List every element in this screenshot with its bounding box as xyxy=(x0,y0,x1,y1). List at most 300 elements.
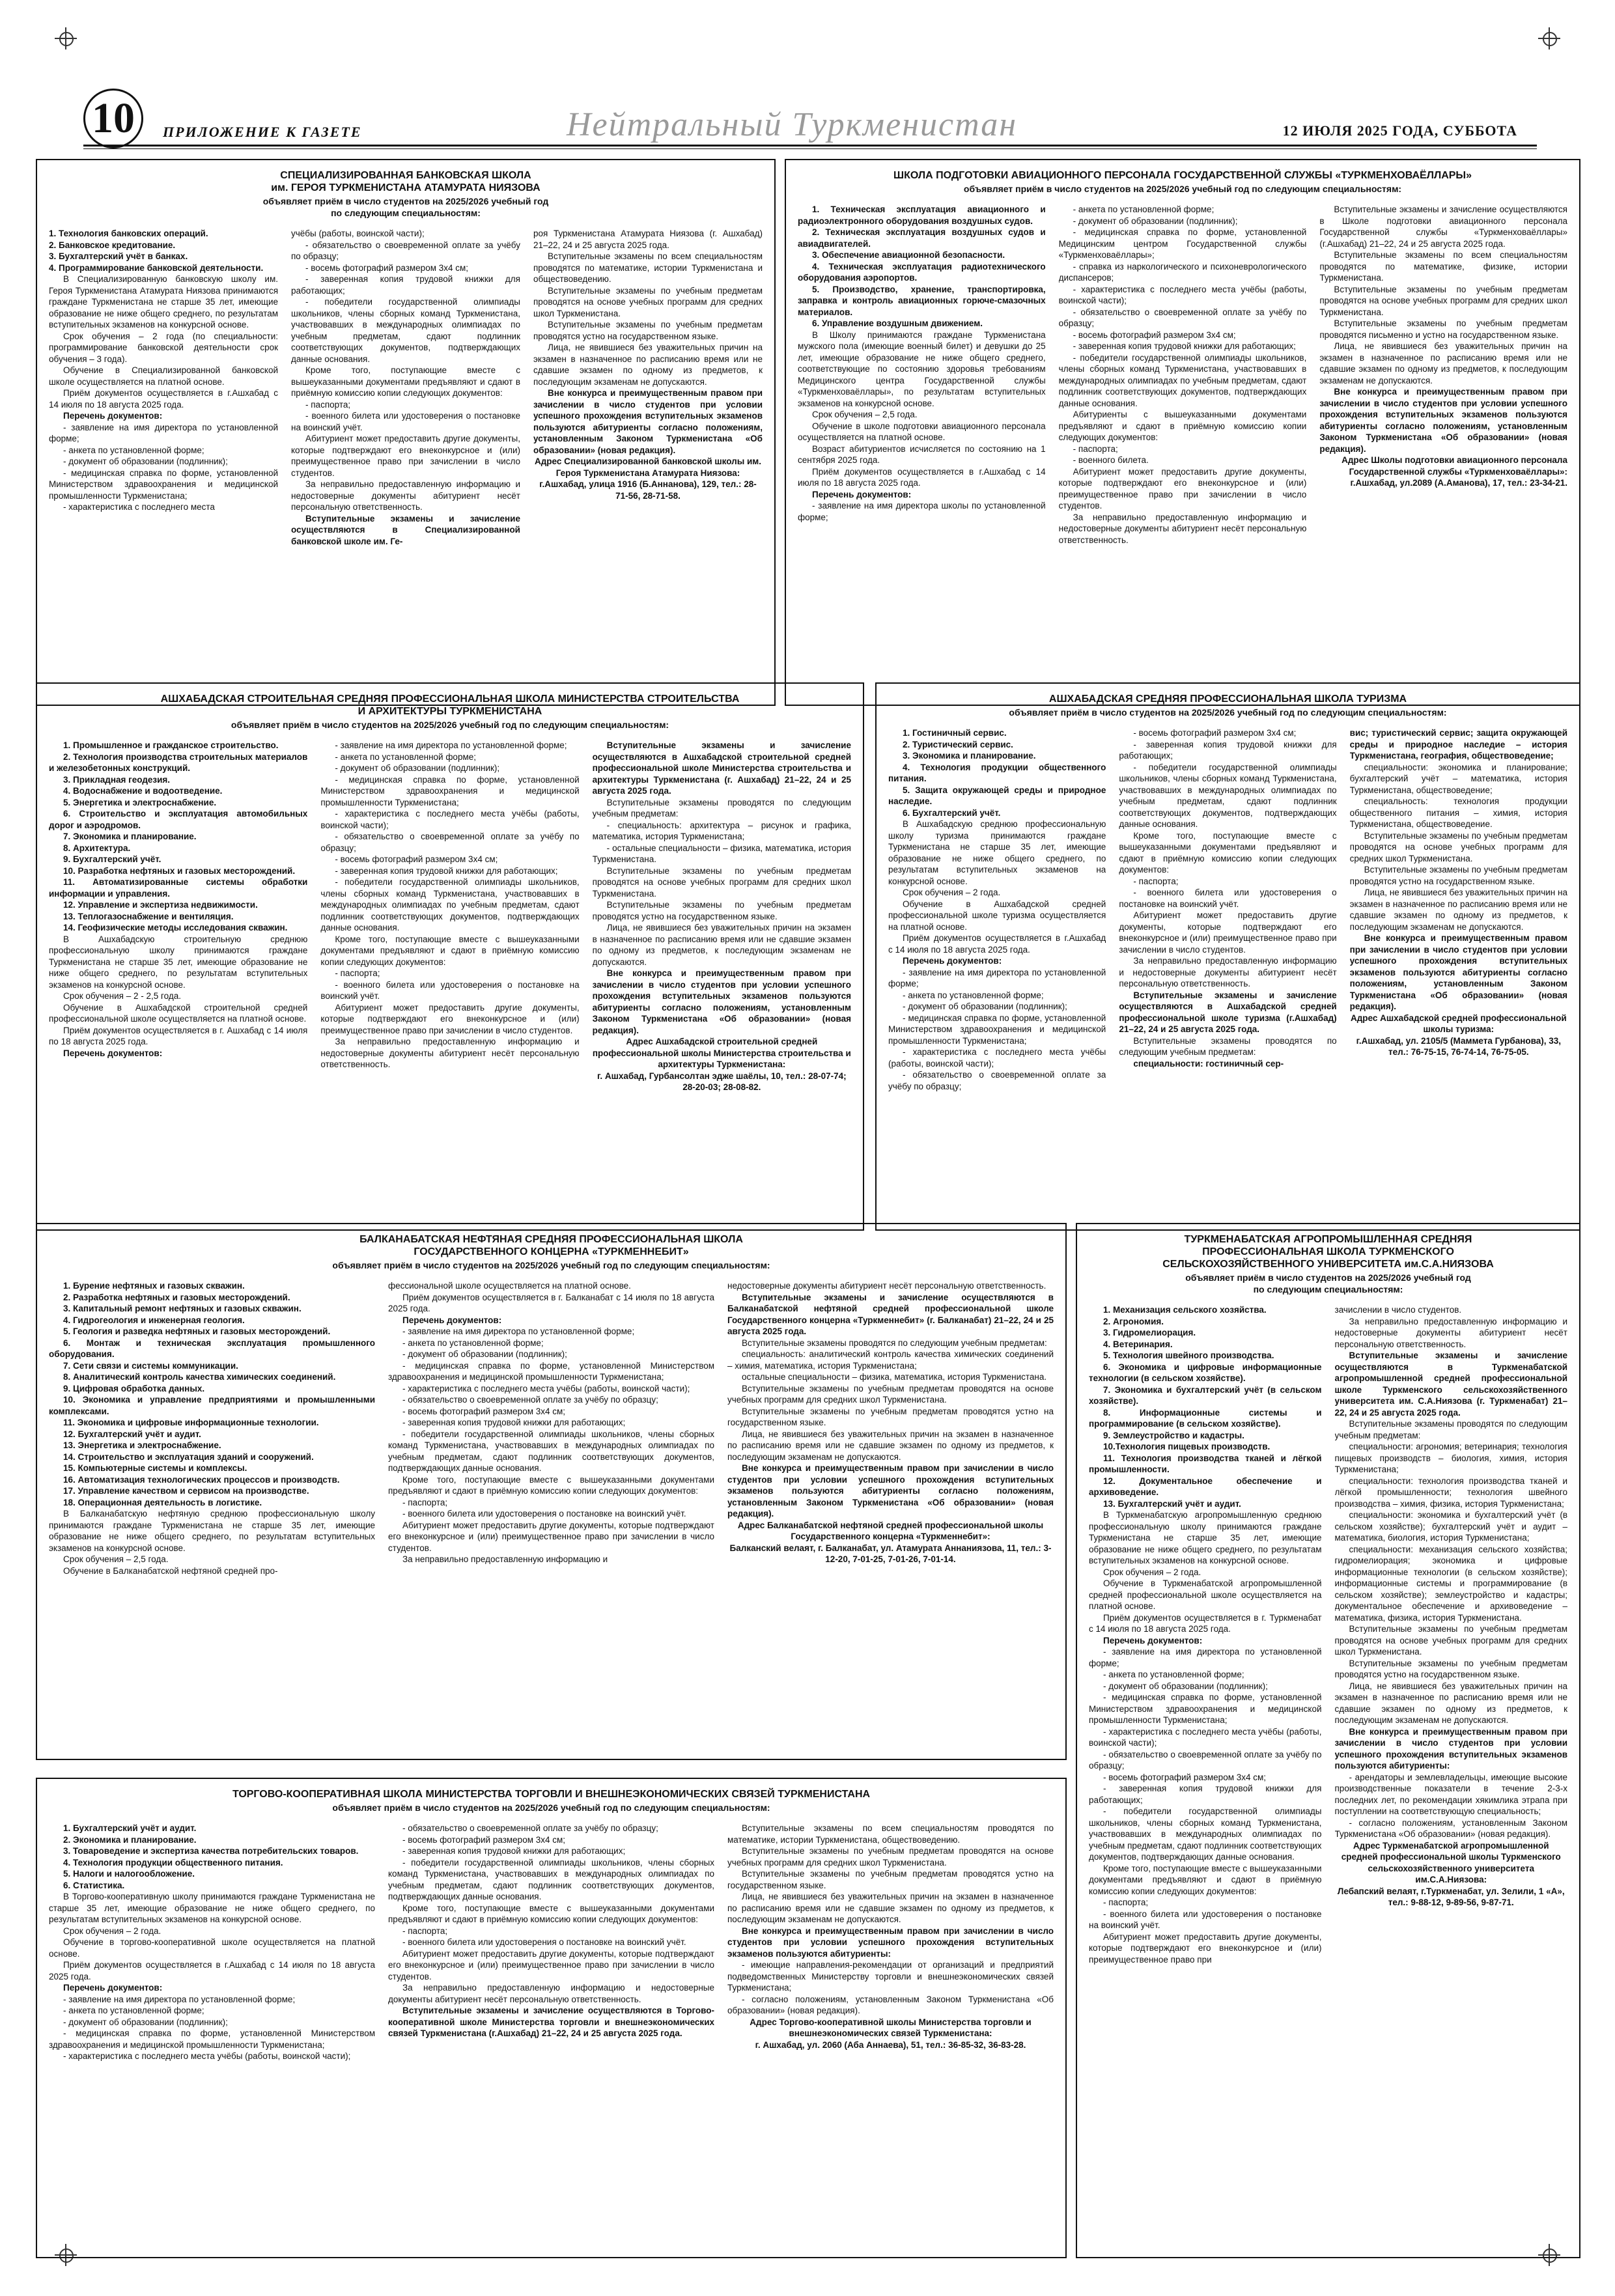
ad-column xyxy=(388,1823,714,2226)
ad-paragraph: - анкета по установленной форме; xyxy=(335,751,476,762)
ad-paragraph: Абитуриент может предоставить другие документы, которые подтверждают его внеконкурсное и (или) преимущественное право при зачислении в число студентов. xyxy=(320,1002,580,1035)
ad-address: Адрес Школы подготовки авиационного персонала Государственной службы «Туркменховаёллары»: г.Ашхабад, ул.2089 (А.Аманова), 17, тел.: 23-34-21. xyxy=(1341,455,1567,488)
ad-paragraph: 14. Строительство и эксплуатация зданий и сооружений. xyxy=(63,1451,314,1462)
ad-paragraph: Вступительные экзамены по учебным предметам проводятся на основе учебных программ для средних школ Туркменистана. xyxy=(727,1383,1054,1405)
ad-paragraph: - специальность: архитектура – рисунок и графика, математика, история Туркменистана; xyxy=(592,820,851,841)
ad-paragraph: Вступительные экзамены по учебным предметам проводятся на основе учебных программ для средних школ Туркменистана. xyxy=(1334,1624,1567,1657)
ad-paragraph: 11. Автоматизированные системы обработки информации и управления. xyxy=(49,877,308,899)
ad-address: Адрес Ашхабадской средней профессиональной школы туризма: xyxy=(1350,1013,1567,1034)
ad-paragraph: 3. Обеспечение авиационной безопасности. xyxy=(812,250,1005,260)
ad-paragraph: - документ об образовании (подлинник); xyxy=(1073,216,1238,226)
ad-paragraph: Обучение в Ашхабадской средней профессиональной школе туризма осуществляется на платной основе. xyxy=(888,899,1106,932)
ad-paragraph: 11. Экономика и цифровые информационные технологии. xyxy=(63,1418,319,1427)
ad-paragraph: Срок обучения – 2 года. xyxy=(1103,1567,1201,1577)
ad-column xyxy=(533,228,763,698)
ad-columns xyxy=(888,727,1567,1199)
ad-subtitle: объявляет приём в число студентов на 2025/2026 учебный год по следующим специальностям: xyxy=(1009,707,1447,718)
ad-paragraph: Вне конкурса и преимущественным правом при зачислении в число студентов при условии успешного прохождения вступительных экзаменов пользуются абитуриенты: xyxy=(727,1925,1054,1959)
ad-paragraph: - имеющие направления-рекомендации от организаций и предприятий подведомственных Министерству торговли и внешнеэкономических связей Туркменистана; xyxy=(727,1960,1054,1993)
ad-paragraph: - военного билета. xyxy=(1073,455,1149,465)
ad-paragraph: Вступительные экзамены по учебным предметам проводятся письменно и устно на государственном языке. xyxy=(1319,318,1567,340)
ad-paragraph: Обучение в торгово-кооперативной школе осуществляется на платной основе. xyxy=(49,1937,375,1959)
ad-paragraph: - восемь фотографий размером 3х4 см; xyxy=(335,854,498,864)
ad-paragraph: В Ашхабадскую среднюю профессиональную школу туризма принимаются граждане Туркменистана не старше 35 лет, имеющие образование не ниже общего среднего, по результатам вступительных экзаменов на конкурсной основе. xyxy=(888,819,1106,886)
ad-contacts: г. Ашхабад, ул. 2060 (Аба Аннаева), 51, тел.: 36-85-32, 36-83-28. xyxy=(755,2039,1026,2050)
ad-paragraph: Кроме того, поступающие вместе с вышеуказанными документами предъявляют и сдают в приёмную комиссию копии следующих документов: xyxy=(1119,830,1337,875)
ad-paragraph: - медицинская справка по форме, установленной Министерством здравоохранения и медицинской промышленности Туркменистана; xyxy=(388,1360,714,1382)
ad-paragraph: - характеристика с последнего места учёбы (работы, воинской части); xyxy=(63,2051,351,2061)
ad-paragraph: 7. Экономика и планирование. xyxy=(63,832,197,841)
ad-paragraph: Абитуриент может предоставить другие документы, которые подтверждают его внеконкурсное и (или) преимущественное право при зачислении в число студентов. xyxy=(388,1948,714,1981)
ad-tourism-school xyxy=(875,682,1580,1231)
ad-paragraph: 15. Компьютерные системы и комплексы. xyxy=(63,1463,247,1473)
ad-title: ТОРГОВО-КООПЕРАТИВНАЯ ШКОЛА МИНИСТЕРСТВА ТОРГОВЛИ И ВНЕШНЕЭКОНОМИЧЕСКИХ СВЯЗЕЙ ТУРКМЕНИСТАНА xyxy=(232,1789,871,1800)
newspaper-title: Нейтральный Туркменистан xyxy=(567,106,1018,143)
ad-paragraph: 4. Водоснабжение и водоотведение. xyxy=(63,786,223,796)
ad-paragraph: 2. Туристический сервис. xyxy=(903,739,1013,749)
ad-column xyxy=(388,1280,714,1741)
ad-paragraph: - медицинская справка по форме, установленной Медицинским центром Государственной службы «Туркменховаёллары»; xyxy=(1058,227,1307,260)
ad-paragraph: Вступительные экзамены и зачисление осуществляются в Балканабатской нефтяной средней профессиональной школе Государственного концерна «Туркменнебит» (г. Балканабат) 21–22, 24 и 25 августа 2025 года. xyxy=(727,1292,1054,1336)
ad-paragraph: - военного билета или удостоверения о постановке на воинский учёт. xyxy=(320,979,580,1001)
ad-column xyxy=(49,1280,375,1741)
ad-construction-school xyxy=(36,682,864,1231)
ad-paragraph: 18. Операционная деятельность в логистике. xyxy=(63,1497,262,1507)
ad-subtitle: объявляет приём в число студентов на 2025/2026 учебный год по следующим специальностям: xyxy=(1185,1272,1471,1295)
ad-column xyxy=(49,228,278,698)
ad-paragraph: Вступительные экзамены и зачисление осуществляются в Специализированной банковской школе им. Ге- xyxy=(291,513,520,546)
ad-paragraph: Кроме того, поступающие вместе с вышеуказанными документами предъявляют и сдают в приёмную комиссию копии следующих документов: xyxy=(388,1903,714,1924)
ad-paragraph: Перечень документов: xyxy=(63,1983,163,1993)
ad-paragraph: 10. Экономика и управление предприятиями и промышленными комплексами. xyxy=(49,1395,375,1416)
ad-paragraph: - заявление на имя директора по установленной форме; xyxy=(402,1326,635,1336)
ad-contacts: Балканский велаят, г. Балканабат, ул. Атамурата Аннаниязова, 11, тел.: 3-12-20, 7-01-25, 7-01-26, 7-01-14. xyxy=(729,1543,1052,1564)
ad-subtitle: объявляет приём в число студентов на 2025/2026 учебный год по следующим специальностям: xyxy=(262,196,549,218)
ad-paragraph: 4. Ветеринария. xyxy=(1103,1339,1173,1349)
ad-paragraph: - победители государственной олимпиады школьников, члены сборных команд Туркменистана, участвовавших в международных олимпиадах по учебным предметам, сдают подлинник соответствующих документов, подтверждающих данные основания. xyxy=(320,877,580,932)
ad-subtitle: объявляет приём в число студентов на 2025/2026 учебный год по следующим специальностям: xyxy=(332,1260,770,1270)
ad-title: И АРХИТЕКТУРЫ ТУРКМЕНИСТАНА xyxy=(358,706,542,717)
ad-paragraph: специальности: агрономия; ветеринария; технология пищевых производств – биология, химия, история Туркменистана; xyxy=(1334,1442,1567,1474)
ad-paragraph: Вступительные экзамены по всем специальностям проводятся по математике, физике, истории Туркменистана. xyxy=(1319,250,1567,283)
ad-column xyxy=(727,1280,1054,1741)
page-number: 10 xyxy=(83,89,143,148)
ad-paragraph: - заявление на имя директора по установленной форме; xyxy=(63,1994,296,2004)
ad-paragraph: 3. Бухгалтерский учёт в банках. xyxy=(49,251,188,261)
ad-paragraph: Кроме того, поступающие вместе с вышеуказанными документами предъявляют и сдают в приёмную комиссию копии следующих документов: xyxy=(320,934,580,967)
ad-paragraph: В Школу принимаются граждане Туркменистана мужского пола (имеющие военный билет) и девушки до 25 лет, имеющие образование не ниже общего среднего, соответствующие по состоянию здоровья требованиям Медицинского центра Государственной службы «Туркменховаёллары», по результатам вступительных экзаменов на конкурсной основе. xyxy=(798,329,1046,408)
ad-paragraph: 17. Управление качеством и сервисом на производстве. xyxy=(63,1486,309,1496)
ad-paragraph: 4. Гидрогеология и инженерная геология. xyxy=(63,1315,245,1325)
ad-title: им. ГЕРОЯ ТУРКМЕНИСТАНА АТАМУРАТА НИЯЗОВА xyxy=(271,182,541,193)
ad-paragraph: специальности: гостиничный сер- xyxy=(1133,1058,1284,1069)
ad-paragraph: 2. Агрономия. xyxy=(1103,1316,1164,1326)
ad-paragraph: Вступительные экзамены по учебным предметам проводятся на основе учебных программ для средних школ Туркменистана. xyxy=(1319,284,1567,317)
ad-paragraph: 6. Строительство и эксплуатация автомобильных дорог и аэродромов. xyxy=(49,809,308,830)
ad-paragraph: В Специализированную банковскую школу им. Героя Туркменистана Атамурата Ниязова принимаются граждане Туркменистана не старше 35 лет, имеющие образование не ниже общего среднего, по результатам вступительных экзаменов на конкурсной основе. xyxy=(49,274,278,329)
ad-paragraph: В Торгово-кооперативную школу принимаются граждане Туркменистана не старше 35 лет, имеющие образование не ниже общего среднего, по результатам вступительных экзаменов на конкурсной основе. xyxy=(49,1892,375,1924)
ad-paragraph: - обязательство о своевременной оплате за учёбу по образцу; xyxy=(1058,307,1307,328)
ad-paragraph: - документ об образовании (подлинник); xyxy=(402,1349,567,1359)
ad-paragraph: 4. Технология продукции общественного питания. xyxy=(888,762,1106,783)
ad-title: ПРОФЕССИОНАЛЬНАЯ ШКОЛА ТУРКМЕНСКОГО xyxy=(1202,1246,1454,1257)
ad-address: Адрес Ашхабадской строительной средней профессиональной школы Министерства строительства и архитектуры Туркменистана: xyxy=(592,1037,851,1069)
ad-paragraph: - заверенная копия трудовой книжки для работающих; xyxy=(1119,739,1337,761)
ad-paragraph: - анкета по установленной форме; xyxy=(63,2006,204,2015)
ad-paragraph: - победители государственной олимпиады школьников, члены сборных команд Туркменистана, участвовавших в международных олимпиадах по учебным предметам, сдают подлинник соответствующих документов, подтверждающих данные основания. xyxy=(388,1429,714,1473)
ad-paragraph: - восемь фотографий размером 3х4 см; xyxy=(305,262,469,273)
ad-paragraph: - паспорта; xyxy=(335,968,380,978)
ad-paragraph: Вступительные экзамены и зачисление осуществляются в Туркменабатской агропромышленной средней профессиональной школе Туркменского сельскохозяйственного университета им. С.А.Ниязова (г. Туркменабат) 21–22, 24 и 25 августа 2025 года. xyxy=(1334,1351,1567,1418)
ad-oil-school xyxy=(36,1223,1067,1760)
ad-paragraph: 1. Промышленное и гражданское строительство. xyxy=(63,740,279,750)
ad-paragraph: Приём документов осуществляется в г.Ашхабад с 14 июля по 18 августа 2025 года. xyxy=(49,1960,375,1981)
ad-paragraph: Срок обучения – 2 - 2,5 года. xyxy=(63,991,181,1001)
ad-paragraph: фессиональной школе осуществляется на платной основе. xyxy=(388,1281,631,1291)
ad-paragraph: - характеристика с последнего места xyxy=(63,502,215,512)
ad-title: ШКОЛА ПОДГОТОВКИ АВИАЦИОННОГО ПЕРСОНАЛА ГОСУДАРСТВЕННОЙ СЛУЖБЫ «ТУРКМЕНХОВАЁЛЛАРЫ» xyxy=(893,170,1472,181)
ad-paragraph: Срок обучения – 2 года. xyxy=(63,1925,162,1936)
ad-paragraph: Перечень документов: xyxy=(63,1048,163,1058)
ad-paragraph: - арендаторы и землевладельцы, имеющие высокие производственные показатели в течение 2-3-х последних лет, по рекомендации хякимлика этрапа при поступлении на соответствующую специальность; xyxy=(1334,1772,1567,1816)
header-rule xyxy=(83,145,1537,147)
ad-paragraph: За неправильно предоставленную информацию и недостоверные документы абитуриент несёт персональную ответственность. xyxy=(1119,956,1337,988)
ad-title: ТУРКМЕНАБАТСКАЯ АГРОПРОМЫШЛЕННАЯ СРЕДНЯЯ xyxy=(1184,1234,1472,1245)
ad-paragraph: - заявление на имя директора школы по установленной форме; xyxy=(798,501,1046,522)
ad-address: Адрес Специализированной банковской школы им. Героя Туркменистана Атамурата Ниязова: xyxy=(534,456,762,478)
ad-paragraph: 10.Технология пищевых производств. xyxy=(1103,1442,1271,1451)
ad-paragraph: 16. Автоматизация технологических процессов и производств. xyxy=(63,1474,340,1485)
ad-paragraph: Лица, не явившиеся без уважительных причин на экзамен в назначенное по расписанию время или не сдавшие экзамен по одному из предметов, к последующим экзаменам не допускаются. xyxy=(592,923,851,967)
header-rule-thin xyxy=(83,148,1537,149)
ad-paragraph: - документ об образовании (подлинник); xyxy=(1103,1681,1268,1691)
ad-paragraph: - документ об образовании (подлинник); xyxy=(63,2017,228,2027)
ad-paragraph: 12. Бухгалтерский учёт и аудит. xyxy=(63,1429,201,1439)
ad-paragraph: Абитуриент может предоставить другие документы, которые подтверждают его внеконкурсное и (или) преимущественное право при зачислении в число студентов. xyxy=(1058,466,1307,511)
ad-paragraph: - обязательство о своевременной оплате за учёбу по образцу; xyxy=(888,1070,1106,1091)
ad-column xyxy=(593,740,851,1211)
ad-paragraph: - заверенная копия трудовой книжки для работающих; xyxy=(1073,341,1296,351)
ad-paragraph: остальные специальности – физика, математика, история Туркменистана. xyxy=(742,1372,1047,1382)
ad-paragraph: 5. Геология и разведка нефтяных и газовых месторождений. xyxy=(63,1326,331,1336)
ad-paragraph: 10. Разработка нефтяных и газовых месторождений. xyxy=(63,865,296,876)
ad-subtitle: объявляет приём в число студентов на 2025/2026 учебный год по следующим специальностям: xyxy=(231,720,669,730)
ad-columns xyxy=(49,1823,1054,2226)
ad-paragraph: - восемь фотографий размером 3х4 см; xyxy=(402,1834,566,1845)
ad-paragraph: Приём документов осуществляется в г.Ашхабад с 14 июля по 18 августа 2025 года. xyxy=(798,466,1046,488)
ad-paragraph: Абитуриенты с вышеуказанными документами предъявляют и сдают в приёмную комиссию копии следующих документов: xyxy=(1058,410,1307,442)
ad-paragraph: - победители государственной олимпиады школьников, члены сборных команд Туркменистана, участвовавших в международных олимпиадах по учебным предметам, сдают подлинник соответствующих документов, подтверждающих данные основания. xyxy=(1119,762,1337,829)
ad-paragraph: 14. Геофизические методы исследования скважин. xyxy=(63,923,288,932)
ad-paragraph: 4. Технология продукции общественного питания. xyxy=(63,1857,283,1868)
ad-paragraph: - военного билета или удостоверения о постановке на воинский учёт. xyxy=(291,411,520,432)
ad-paragraph: - заявление на имя директора по установленной форме; xyxy=(1089,1647,1322,1668)
ad-column xyxy=(1089,1304,1322,2258)
ad-banking-school xyxy=(36,159,776,706)
ad-paragraph: 13. Теплогазоснабжение и вентиляция. xyxy=(63,911,234,921)
ad-paragraph: 8. Аналитический контроль качества химических соединений. xyxy=(63,1372,336,1382)
ad-paragraph: 5. Производство, хранение, транспортировка, заправка и контроль авиационных горюче-смазочных материалов. xyxy=(798,284,1046,317)
ad-title: СЕЛЬСКОХОЗЯЙСТВЕННОГО УНИВЕРСИТЕТА им.С.А.НИЯЗОВА xyxy=(1162,1259,1494,1270)
ad-paragraph: 2. Техническая эксплуатация воздушных судов и авиадвигателей. xyxy=(798,227,1046,249)
ad-paragraph: - остальные специальности – физика, математика, история Туркменистана. xyxy=(592,843,851,864)
ad-paragraph: 13. Бухгалтерский учёт и аудит. xyxy=(1103,1498,1241,1509)
ad-paragraph: - обязательство о своевременной оплате за учёбу по образцу; xyxy=(320,832,580,853)
ad-paragraph: Вступительные экзамены по учебным предметам проводятся устно на государственном языке. xyxy=(1334,1658,1567,1679)
ad-paragraph: Вне конкурса и преимущественным правом при зачислении в число студентов при условии успешного прохождения вступительных экзаменов пользуются абитуриенты согласно положениям, установленным Законом Туркменистана «Об образовании» (новая редакция). xyxy=(1319,387,1567,454)
ad-paragraph: Срок обучения – 2,5 года. xyxy=(63,1554,169,1564)
ad-paragraph: Вступительные экзамены по учебным предметам проводятся устно на государственном языке. xyxy=(592,900,851,921)
ad-paragraph: 1. Технология банковских операций. xyxy=(49,229,208,238)
ad-paragraph: - обязательство о своевременной оплате за учёбу по образцу; xyxy=(402,1395,658,1405)
ad-paragraph: - медицинская справка по форме, установленной Министерством здравоохранения и медицинской промышленности Туркменистана; xyxy=(320,774,580,807)
ad-paragraph: 8. Архитектура. xyxy=(63,843,131,853)
ad-paragraph: Перечень документов: xyxy=(812,489,912,499)
ad-column xyxy=(291,228,520,698)
ad-paragraph: Вступительные экзамены по учебным предметам проводятся устно на государственном языке. xyxy=(533,320,763,341)
ad-paragraph: Возраст абитуриентов исчисляется по состоянию на 1 сентября 2025 года. xyxy=(798,443,1046,465)
issue-date: 12 ИЮЛЯ 2025 ГОДА, СУББОТА xyxy=(1282,122,1517,139)
ad-paragraph: Вне конкурса и преимущественным правом при зачислении в число студентов при условии успешного прохождения вступительных экзаменов пользуются абитуриенты согласно положениям, установленным Законом Туркменистана «Об образовании» (новая редакция). xyxy=(727,1463,1054,1519)
ad-paragraph: В Ашхабадскую строительную среднюю профессиональную школу принимаются граждане Туркменистана не старше 35 лет, имеющие образование не ниже общего среднего, по результатам вступительных экзаменов на конкурсной основе. xyxy=(49,934,308,990)
ad-address: Адрес Торгово-кооперативной школы Министерства торговли и внешнеэкономических связей Туркменистана: xyxy=(750,2017,1032,2038)
ad-paragraph: Вступительные экзамены проводятся по следующим учебным предметам: xyxy=(592,797,851,819)
registration-mark xyxy=(55,27,77,49)
registration-mark xyxy=(1538,27,1560,49)
ad-paragraph: - победители государственной олимпиады школьников, члены сборных команд Туркменистана, участвовавших в международных олимпиадах по учебным предметам, сдают подлинник соответствующих документов, подтверждающих данные основания. xyxy=(291,297,520,364)
ad-paragraph: - обязательство о своевременной оплате за учёбу по образцу; xyxy=(291,240,520,261)
ad-paragraph: - заявление на имя директора по установленной форме; xyxy=(888,967,1106,988)
ad-paragraph: Вступительные экзамены и зачисление осуществляются в Ашхабадской строительной средней профессиональной школе Министерства строительства и архитектуры Туркменистана (г. Ашхабад) 21–22, 24 и 25 августа 2025 года. xyxy=(592,740,851,796)
ad-column xyxy=(49,1823,375,2226)
ad-paragraph: 1. Механизация сельского хозяйства. xyxy=(1103,1305,1267,1315)
ad-paragraph: 8. Информационные системы и программирование (в сельском хозяйстве). xyxy=(1089,1407,1322,1429)
ad-paragraph: Абитуриент может предоставить другие документы, которые подтверждают его внеконкурсное и (или) преимущественное право при зачислении в число студентов. xyxy=(1119,910,1337,955)
ad-paragraph: - характеристика с последнего места учёбы (работы, воинской части); xyxy=(402,1383,690,1393)
ad-paragraph: 1. Техническая эксплуатация авиационного и радиоэлектронного оборудования воздушных судов. xyxy=(798,204,1046,226)
ad-paragraph: - заверенная копия трудовой книжки для работающих; xyxy=(291,274,520,296)
ad-paragraph: Вступительные экзамены по учебным предметам проводятся устно на государственном языке. xyxy=(1349,865,1567,886)
ad-paragraph: Срок обучения – 2,5 года. xyxy=(812,410,918,419)
ad-paragraph: Лица, не явившиеся без уважительных причин на экзамен в назначенное по расписанию время или не сдавшие экзамен по одному из предметов, к последующим экзаменам не допускаются. xyxy=(727,1892,1054,1924)
ad-paragraph: - медицинская справка по форме, установленной Министерством здравоохранения и медицинской промышленности Туркменистана; xyxy=(1089,1692,1322,1725)
ad-paragraph: специальности: механизация сельского хозяйства; гидромелиорация; экономика и цифровые информационные технологии (в сельском хозяйстве); информационные системы и программирование (в сельском хозяйстве); землеустройство и кадастры; документальное обеспечение и архивоведение – математика, физика, история Туркменистана. xyxy=(1334,1544,1567,1623)
ad-paragraph: - военного билета или удостоверения о постановке на воинский учёт. xyxy=(402,1937,686,1947)
ad-paragraph: - согласно положениям, установленным Законом Туркменистана «Об образовании» (новая редакция). xyxy=(1334,1817,1567,1839)
ad-paragraph: За неправильно предоставленную информацию и недостоверные документы абитуриент несёт персональную ответственность. xyxy=(1058,512,1307,545)
ad-paragraph: Обучение в Специализированной банковской школе осуществляется на платной основе. xyxy=(49,365,278,387)
ad-paragraph: 5. Защита окружающей среды и природное наследие. xyxy=(888,785,1106,806)
ad-paragraph: специальность: технология продукции общественного питания – химия, история Туркменистана, обществоведение. xyxy=(1349,796,1567,829)
ad-column xyxy=(1350,727,1567,1199)
ad-paragraph: Лица, не явившиеся без уважительных причин на экзамен в назначенное по расписанию время или не сдавшие экзамен по одному из предметов, к последующим экзаменам не допускаются. xyxy=(1319,341,1567,385)
ad-paragraph: - анкета по установленной форме; xyxy=(1103,1670,1244,1679)
ad-title: БАЛКАНАБАТСКАЯ НЕФТЯНАЯ СРЕДНЯЯ ПРОФЕССИОНАЛЬНАЯ ШКОЛА xyxy=(359,1234,743,1245)
ad-paragraph: Вступительные экзамены по учебным предметам проводятся устно на государственном языке. xyxy=(727,1869,1054,1890)
ad-paragraph: Срок обучения – 2 года. xyxy=(903,888,1001,897)
ad-paragraph: Срок обучения – 2 года (по специальности: программирование банковской деятельности срок обучения – 3 года). xyxy=(49,331,278,364)
ad-paragraph: Вне конкурса и преимущественным правом при зачислении в число студентов при условии успешного прохождения вступительных экзаменов пользуются абитуриенты согласно положениям, установленным Законом Туркменистана «Об образовании» (новая редакция). xyxy=(1349,933,1567,1011)
ad-paragraph: - анкета по установленной форме; xyxy=(63,445,204,455)
ad-paragraph: Приём документов осуществляется в г. Балканабат с 14 июля по 18 августа 2025 года. xyxy=(388,1292,714,1313)
ad-paragraph: - анкета по установленной форме; xyxy=(1073,204,1215,214)
ad-column xyxy=(320,740,579,1211)
ad-subtitle: объявляет приём в число студентов на 2025/2026 учебный год по следующим специальностям: xyxy=(963,184,1402,194)
ad-paragraph: - обязательство о своевременной оплате за учёбу по образцу; xyxy=(402,1823,658,1833)
ad-paragraph: специальность: аналитический контроль качества химических соединений – химия, математика, история Туркменистана; xyxy=(727,1349,1054,1371)
supplement-label: ПРИЛОЖЕНИЕ К ГАЗЕТЕ xyxy=(163,124,362,140)
ad-paragraph: специальности: экономика и бухгалтерский учёт (в сельском хозяйстве); бухгалтерский учёт и аудит – математика, биология, история Туркменистана; xyxy=(1334,1510,1567,1543)
ad-paragraph: - характеристика с последнего места учёбы (работы, воинской части); xyxy=(888,1047,1106,1069)
ad-paragraph: 12. Документальное обеспечение и архивоведение. xyxy=(1089,1476,1322,1497)
ad-paragraph: Кроме того, поступающие вместе с вышеуказанными документами предъявляют и сдают в приёмную комиссию копии следующих документов: xyxy=(1089,1863,1322,1896)
ad-address: Адрес Балканабатской нефтяной средней профессиональной школы Государственного концерна «Туркменнебит»: xyxy=(737,1520,1044,1541)
ad-columns xyxy=(49,228,763,698)
ad-paragraph: Вступительные экзамены проводятся по следующим учебным предметам: xyxy=(1119,1035,1337,1057)
ad-paragraph: - заверенная копия трудовой книжки для работающих; xyxy=(335,865,558,876)
ad-paragraph: - паспорта; xyxy=(1073,443,1118,454)
ad-paragraph: 6. Управление воздушным движением. xyxy=(812,318,983,328)
ad-paragraph: Вступительные экзамены проводятся по следующим учебным предметам: xyxy=(742,1337,1047,1348)
ad-paragraph: За неправильно предоставленную информацию и недостоверные документы абитуриент несёт персональную ответственность. xyxy=(320,1037,580,1069)
ad-paragraph: Обучение в Ашхабадской строительной средней профессиональной школе осуществляется на платной основе. xyxy=(49,1002,308,1024)
ad-paragraph: - военного билета или удостоверения о постановке на воинский учёт. xyxy=(402,1509,686,1519)
ad-paragraph: - победители государственной олимпиады школьников, члены сборных команд Туркменистана, участвовавших в международных олимпиадах по учебным предметам, сдают подлинник соответствующих документов, подтверждающих данные основания. xyxy=(1058,352,1307,408)
ad-paragraph: учёбы (работы, воинской части); xyxy=(291,229,425,238)
ad-paragraph: - победители государственной олимпиады школьников, члены сборных команд Туркменистана, участвовавших в международных олимпиадах по учебным предметам, сдают подлинник соответствующих документов, подтверждающих данные основания. xyxy=(388,1857,714,1901)
ad-paragraph: Вне конкурса и преимущественным правом при зачислении в число студентов при условии успешного прохождения вступительных экзаменов пользуются абитуриенты согласно положениям, установленным Законом Туркменистана «Об образовании» (новая редакция). xyxy=(533,388,763,455)
ad-column xyxy=(49,740,307,1211)
ad-paragraph: Приём документов осуществляется в г. Туркменабат с 14 июля по 18 августа 2025 года. xyxy=(1089,1612,1322,1634)
ad-contacts: г.Ашхабад, ул. 2105/5 (Мамметa Гурбанова), 33, тел.: 76-75-15, 76-74-14, 76-75-05. xyxy=(1356,1035,1561,1057)
ad-paragraph: За неправильно предоставленную информацию и xyxy=(402,1554,608,1564)
ad-paragraph: - медицинская справка по форме, установленной Министерством здравоохранения и медицинской промышленности Туркменистана; xyxy=(49,468,278,501)
ad-paragraph: 9. Землеустройство и кадастры. xyxy=(1103,1430,1244,1440)
ad-paragraph: 3. Прикладная геодезия. xyxy=(63,774,171,785)
ad-paragraph: Вступительные экзамены проводятся по следующим учебным предметам: xyxy=(1334,1419,1567,1440)
ad-paragraph: - документ об образовании (подлинник); xyxy=(335,763,500,773)
ad-paragraph: Кроме того, поступающие вместе с вышеуказанными документами предъявляют и сдают в приёмную комиссию копии следующих документов: xyxy=(291,365,520,398)
ad-paragraph: В Туркменабатскую агропромышленную среднюю профессиональную школу принимаются граждане Туркменистана не старше 35 лет, имеющие образование не ниже общего среднего, по результатам вступительных экзаменов на конкурсной основе. xyxy=(1089,1510,1322,1565)
ad-paragraph: 4. Техническая эксплуатация радиотехнического оборудования аэропортов. xyxy=(798,261,1046,283)
ad-paragraph: 1. Гостиничный сервис. xyxy=(903,728,1007,738)
ad-contacts: г.Ашхабад, улица 1916 (Б.Аннанова), 129, тел.: 28-71-56, 28-71-58. xyxy=(539,479,757,501)
ad-paragraph: - медицинская справка по форме, установленной Министерством здравоохранения и медицинской промышленности Туркменистана; xyxy=(888,1013,1106,1046)
ad-paragraph: 3. Гидромелиорация. xyxy=(1103,1328,1196,1337)
ad-paragraph: - паспорта; xyxy=(1133,876,1179,886)
ad-columns xyxy=(798,204,1567,674)
ad-column xyxy=(1059,204,1307,674)
ad-paragraph: Лица, не явившиеся без уважительных причин на экзамен в назначенное по расписанию время или не сдавшие экзамен по одному из предметов, к последующим экзаменам не допускаются. xyxy=(533,343,763,387)
ad-paragraph: Вне конкурса и преимущественным правом при зачислении в число студентов при условии успешного прохождения вступительных экзаменов пользуются абитуриенты согласно положениям, установленным Законом Туркменистана «Об образовании» (новая редакция). xyxy=(592,968,851,1035)
ad-paragraph: Обучение в Балканабатской нефтяной средней про- xyxy=(63,1565,278,1576)
ad-columns xyxy=(49,1280,1054,1741)
ad-paragraph: 3. Экономика и планирование. xyxy=(903,751,1036,761)
ad-column xyxy=(1335,1304,1568,2258)
ad-paragraph: недостоверные документы абитуриент несёт персональную ответственность. xyxy=(727,1281,1046,1291)
ad-paragraph: 2. Разработка нефтяных и газовых месторождений. xyxy=(63,1292,290,1302)
ad-paragraph: Вступительные экзамены и зачисление осуществляются в Школе подготовки авиационного персонала Государственной службы «Туркменховаёллары» (г.Ашхабад) 21–22, 24 и 25 августа 2025 года. xyxy=(1319,204,1567,249)
ad-paragraph: Перечень документов: xyxy=(402,1315,502,1325)
ad-paragraph: зачислении в число студентов. xyxy=(1334,1305,1462,1315)
ad-paragraph: - анкета по установленной форме; xyxy=(402,1337,544,1348)
ad-paragraph: 6. Бухгалтерский учёт. xyxy=(903,807,1001,818)
ad-paragraph: Абитуриент может предоставить другие документы, которые подтверждают его внеконкурсное и (или) преимущественное право при зачислении в число студентов. xyxy=(291,434,520,478)
ad-paragraph: 1. Бурение нефтяных и газовых скважин. xyxy=(63,1281,245,1291)
ad-paragraph: 1. Бухгалтерский учёт и аудит. xyxy=(63,1823,197,1833)
ad-paragraph: - документ об образовании (подлинник); xyxy=(63,456,228,466)
ad-paragraph: 6. Монтаж и техническая эксплуатация промышленного оборудования. xyxy=(49,1337,375,1359)
ad-paragraph: 2. Банковское кредитование. xyxy=(49,240,176,250)
ad-paragraph: - справка из наркологического и психоневрологического диспансеров; xyxy=(1058,261,1307,283)
ad-paragraph: 7. Сети связи и системы коммуникации. xyxy=(63,1360,238,1371)
ad-paragraph: Вступительные экзамены и зачисление осуществляются в Торгово-кооперативной школе Министерства торговли и внешнеэкономических связей Туркменистана (г.Ашхабад) 21–22, 24 и 25 августа 2025 года. xyxy=(388,2006,714,2038)
ad-paragraph: 5. Энергетика и электроснабжение. xyxy=(63,797,217,807)
ad-paragraph: - паспорта; xyxy=(305,399,351,410)
ad-paragraph: - заверенная копия трудовой книжки для работающих; xyxy=(1089,1784,1322,1805)
ad-contacts: г. Ашхабад, Гурбансолтан эдже шаёлы, 10, тел.: 28-07-74; 28-20-03; 28-08-82. xyxy=(597,1071,847,1092)
ad-paragraph: Лица, не явившиеся без уважительных причин на экзамен в назначенное по расписанию время или не сдавшие экзамен по одному из предметов, к последующим экзаменам не допускаются. xyxy=(1349,888,1567,932)
ad-paragraph: Вступительные экзамены по учебным предметам проводятся на основе учебных программ для средних школ Туркменистана. xyxy=(592,865,851,899)
ad-paragraph: - характеристика с последнего места учёбы (работы, воинской части); xyxy=(320,809,580,830)
ad-paragraph: Абитуриент может предоставить другие документы, которые подтверждают его внеконкурсное и (или) преимущественное право при зачислении в число студентов. xyxy=(388,1520,714,1553)
ad-address: Адрес Туркменабатской агропромышленной средней профессиональной школы Туркменского сельскохозяйственного университета им.С.А.Ниязова: xyxy=(1341,1840,1561,1884)
ad-paragraph: Перечень документов: xyxy=(903,956,1002,966)
ad-paragraph: 6. Экономика и цифровые информационные технологии (в сельском хозяйстве). xyxy=(1089,1362,1322,1383)
ad-paragraph: специальности: технология производства тканей и лёгкой промышленности; технология швейного производства – химия, физика, история Туркменистана; xyxy=(1334,1476,1567,1509)
ad-paragraph: Приём документов осуществляется в г.Ашхабад с 14 июля по 18 августа 2025 года. xyxy=(888,933,1106,955)
ad-paragraph: - восемь фотографий размером 3х4 см; xyxy=(1073,329,1236,340)
ad-paragraph: - согласно положениям, установленным Законом Туркменистана «Об образовании» (новая редакция). xyxy=(727,1994,1054,2015)
ad-paragraph: - документ об образовании (подлинник); xyxy=(903,1001,1067,1011)
ad-columns xyxy=(1089,1304,1567,2258)
ad-title: АШХАБАДСКАЯ СРЕДНЯЯ ПРОФЕССИОНАЛЬНАЯ ШКОЛА ТУРИЗМА xyxy=(1048,693,1407,705)
ad-paragraph: За неправильно предоставленную информацию и недостоверные документы абитуриент несёт персональную ответственность. xyxy=(1334,1316,1567,1349)
ad-paragraph: Вступительные экзамены и зачисление осуществляются в Ашхабадской средней профессиональной школе туризма (г.Ашхабад) 21–22, 24 и 25 августа 2025 года. xyxy=(1119,990,1337,1034)
ad-paragraph: Вне конкурса и преимущественным правом при зачислении в число студентов при условии успешного прохождения вступительных экзаменов пользуются абитуриенты: xyxy=(1334,1726,1567,1771)
ad-aviation-school xyxy=(785,159,1580,706)
ad-paragraph: - паспорта; xyxy=(402,1497,448,1507)
ad-column xyxy=(727,1823,1054,2226)
ad-paragraph: Перечень документов: xyxy=(1103,1635,1203,1645)
ad-paragraph: - анкета по установленной форме; xyxy=(903,990,1044,1000)
ad-paragraph: - восемь фотографий размером 3х4 см; xyxy=(402,1406,566,1416)
ad-paragraph: Вступительные экзамены по учебным предметам проводятся на основе учебных программ для средних школ Туркменистана. xyxy=(533,285,763,318)
ad-title: АШХАБАДСКАЯ СТРОИТЕЛЬНАЯ СРЕДНЯЯ ПРОФЕССИОНАЛЬНАЯ ШКОЛА МИНИСТЕРСТВА СТРОИТЕЛЬСТВА xyxy=(160,693,740,705)
ad-paragraph: вис; туристический сервис; защита окружающей среды и природное наследие – история Туркменистана, география, обществоведение; xyxy=(1349,728,1567,761)
ad-paragraph: Лица, не явившиеся без уважительных причин на экзамен в назначенное по расписанию время или не сдавшие экзамен по одному из предметов, к последующим экзаменам не допускаются. xyxy=(727,1429,1054,1462)
ad-paragraph: 2. Технология производства строительных материалов и железобетонных конструкций. xyxy=(49,751,308,773)
ad-subtitle: объявляет приём в число студентов на 2025/2026 учебный год по следующим специальностям: xyxy=(332,1802,770,1813)
ad-paragraph: 4. Программирование банковской деятельности. xyxy=(49,262,264,273)
ad-paragraph: - восемь фотографий размером 3х4 см; xyxy=(1133,728,1297,738)
ad-paragraph: 3. Капитальный ремонт нефтяных и газовых скважин. xyxy=(63,1304,302,1313)
ad-paragraph: - паспорта; xyxy=(1103,1897,1149,1907)
ad-paragraph: - военного билета или удостоверения о постановке на воинский учёт. xyxy=(1089,1909,1322,1930)
ad-paragraph: 11. Технология производства тканей и лёгкой промышленности. xyxy=(1089,1453,1322,1474)
ad-paragraph: Приём документов осуществляется в г.Ашхабад с 14 июля по 18 августа 2025 года. xyxy=(49,388,278,410)
ad-paragraph: - заявление на имя директора по установленной форме; xyxy=(49,422,278,443)
ad-paragraph: За неправильно предоставленную информацию и недостоверные документы абитуриент несёт персональную ответственность. xyxy=(388,1983,714,2004)
ad-paragraph: 6. Статистика. xyxy=(63,1880,125,1890)
ad-paragraph: Обучение в Туркменабатской агропромышленной средней профессиональной школе осуществляется на платной основе. xyxy=(1089,1578,1322,1611)
ad-paragraph: роя Туркменистана Атамурата Ниязова (г. Ашхабад) 21–22, 24 и 25 августа 2025 года. xyxy=(533,229,763,250)
ad-contacts: Лебапский велаят, г.Туркменабат, ул. Зелили, 1 «А», тел.: 9-88-12, 9-89-56, 9-87-71. xyxy=(1337,1886,1565,1907)
ad-title: СПЕЦИАЛИЗИРОВАННАЯ БАНКОВСКАЯ ШКОЛА xyxy=(280,170,531,181)
ad-column xyxy=(1119,727,1336,1199)
ad-paragraph: 3. Товароведение и экспертиза качества потребительских товаров. xyxy=(63,1846,359,1856)
ad-column xyxy=(888,727,1106,1199)
